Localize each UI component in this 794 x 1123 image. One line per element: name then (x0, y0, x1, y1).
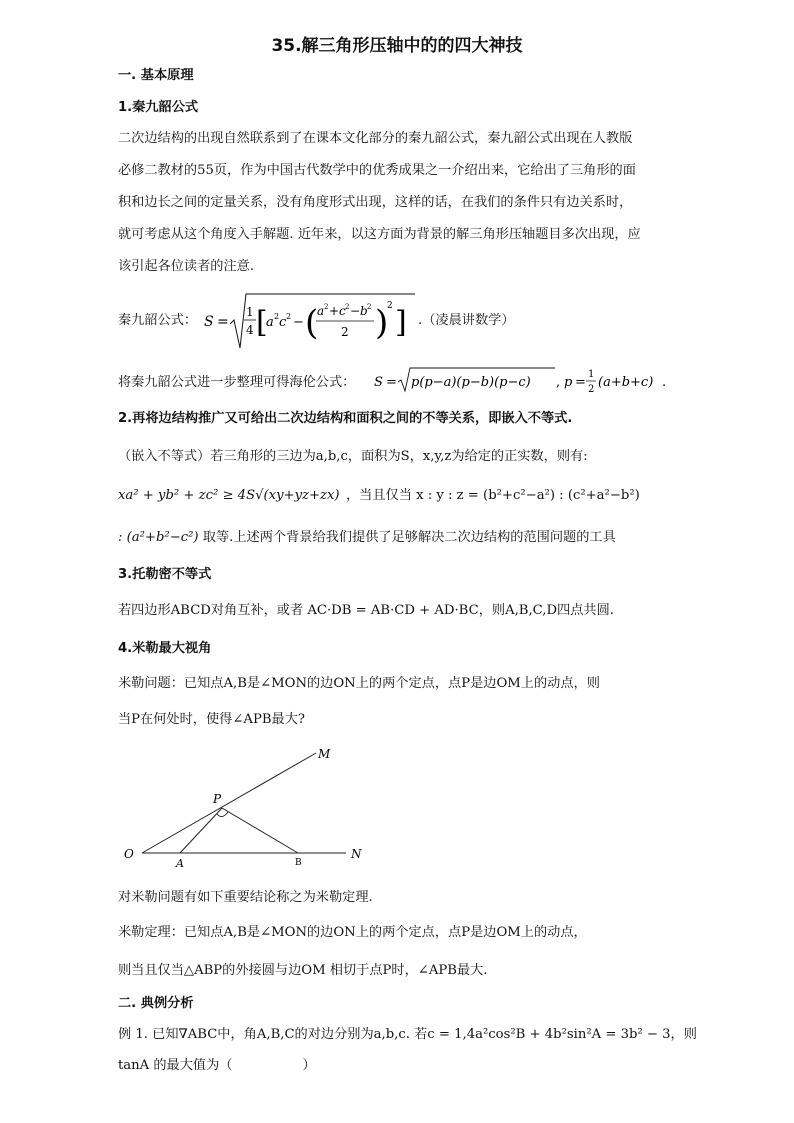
qin-note: .（凌晨讲数学） (418, 313, 515, 328)
svg-text:]: ] (395, 305, 407, 340)
svg-text:): ) (375, 303, 389, 343)
svg-text:[: [ (256, 305, 268, 340)
svg-text:2: 2 (274, 312, 280, 321)
embed-condition: ，当且仅当 x : y : z = (b²+c²−a²) : (c²+a²−b²) (346, 488, 640, 503)
heading-qin-jiushao: 1.秦九韶公式 (118, 100, 199, 115)
embed-inequality: xa² + yb² + zc² ≥ 4S√(xy+yz+zx) (118, 488, 340, 503)
miller-note: 对米勒问题有如下重要结论称之为米勒定理. (118, 890, 373, 905)
heading-embed-inequality: 2.再将边结构推广又可给出二次边结构和面积之间的不等关系，即嵌入不等式. (118, 411, 573, 426)
embed-condition-2: : (a²+b²−c²) (118, 530, 199, 545)
paragraph-line: 必修二教材的55页，作为中国古代数学中的优秀成果之一介绍出来，它给出了三角形的面 (118, 163, 636, 178)
svg-text:S: S (374, 375, 383, 390)
label-b: B (295, 858, 302, 868)
embed-tail: 取等.上述两个背景给我们提供了足够解决二次边结构的范围问题的工具 (198, 530, 616, 545)
svg-text:=: = (217, 314, 229, 330)
qin-label: 秦九韶公式： (118, 313, 198, 328)
svg-text:(a+b+c): (a+b+c) (598, 375, 654, 390)
svg-text:a: a (317, 304, 325, 318)
heron-label: 将秦九韶公式进一步整理可得海伦公式： (118, 375, 356, 390)
svg-text:,: , (556, 375, 561, 390)
label-n: N (351, 847, 362, 861)
embed-intro: （嵌入不等式）若三角形的三边为a,b,c，面积为S，x,y,z为给定的正实数，则有: (118, 449, 588, 464)
label-p: P (213, 792, 222, 806)
heron-formula (372, 364, 672, 398)
example-1-line: 例 1. 已知∇ABC中，角A,B,C的对边分别为a,b,c. 若c = 1,4a²cos²B + 4b²sin²A = 3b² − 3，则 (118, 1027, 697, 1042)
label-m: M (318, 747, 331, 761)
paragraph-line: 就可考虑从这个角度入手解题. 近年来，以这方面为背景的解三角形压轴题目多次出现，应 (118, 227, 641, 242)
svg-text:2: 2 (324, 303, 329, 311)
paragraph-line: 积和边长之间的定量关系，没有角度形式出现，这样的话，在我们的条件只有边关系时， (118, 195, 633, 210)
page-title: 35.解三角形压轴中的的四大神技 (271, 36, 523, 56)
svg-text:2: 2 (367, 303, 372, 311)
svg-text:.: . (662, 375, 667, 390)
svg-text:2: 2 (286, 312, 292, 321)
example-1-close: ） (302, 1058, 316, 1073)
miller-question-line: 米勒问题：已知点A,B是∠MON的边ON上的两个定点，点P是边OM上的动点，则 (118, 676, 600, 691)
miller-theorem-line: 则当且仅当△ABP的外接圆与边OM 相切于点P时，∠APB最大. (118, 963, 488, 978)
section-heading-examples: 二. 典例分析 (118, 996, 194, 1011)
example-1-prompt: tanA 的最大值为（ (118, 1058, 233, 1073)
paragraph-line: 二次边结构的出现自然联系到了在课本文化部分的秦九韶公式，秦九韶公式出现在人教版 (118, 131, 633, 146)
svg-text:2: 2 (345, 303, 350, 311)
miller-question-line: 当P在何处时，使得∠APB最大? (118, 712, 305, 727)
svg-text:+: + (329, 304, 340, 318)
embed-condition-cont (118, 529, 616, 546)
svg-text:2: 2 (588, 384, 595, 395)
paragraph-line: 该引起各位读者的注意. (118, 259, 255, 274)
svg-text:p(p−a)(p−b)(p−c): p(p−a)(p−b)(p−c) (411, 375, 531, 390)
svg-text:1: 1 (246, 305, 254, 319)
svg-text:4: 4 (246, 323, 254, 337)
svg-text:p: p (564, 375, 573, 390)
qin-formula (200, 290, 420, 352)
label-o: O (124, 847, 134, 861)
example-1-answer (118, 1057, 316, 1074)
svg-text:−: − (350, 304, 361, 318)
heron-text (118, 374, 355, 391)
svg-text:c: c (279, 315, 287, 330)
svg-text:−: − (293, 315, 304, 330)
ptolemy-statement: 若四边形ABCD对角互补，或者 AC·DB = AB·CD + AD·BC，则A,B,C,D四点共圆. (118, 603, 614, 618)
svg-text:1: 1 (588, 369, 595, 380)
label-a: A (176, 857, 184, 870)
svg-text:a: a (266, 315, 274, 330)
svg-text:2: 2 (387, 301, 393, 311)
svg-text:c: c (339, 304, 346, 318)
heading-miller: 4.米勒最大视角 (118, 641, 212, 656)
svg-text:(: ( (305, 303, 319, 343)
svg-text:=: = (386, 375, 397, 390)
miller-theorem-line: 米勒定理：已知点A,B是∠MON的边ON上的两个定点，点P是边OM上的动点， (118, 925, 587, 940)
svg-text:b: b (360, 304, 368, 318)
heading-ptolemy: 3.托勒密不等式 (118, 567, 212, 582)
svg-text:S: S (204, 314, 214, 330)
section-heading-basics: 一. 基本原理 (118, 68, 194, 83)
svg-text:=: = (575, 375, 586, 390)
svg-text:2: 2 (341, 325, 349, 339)
miller-diagram (118, 740, 378, 870)
